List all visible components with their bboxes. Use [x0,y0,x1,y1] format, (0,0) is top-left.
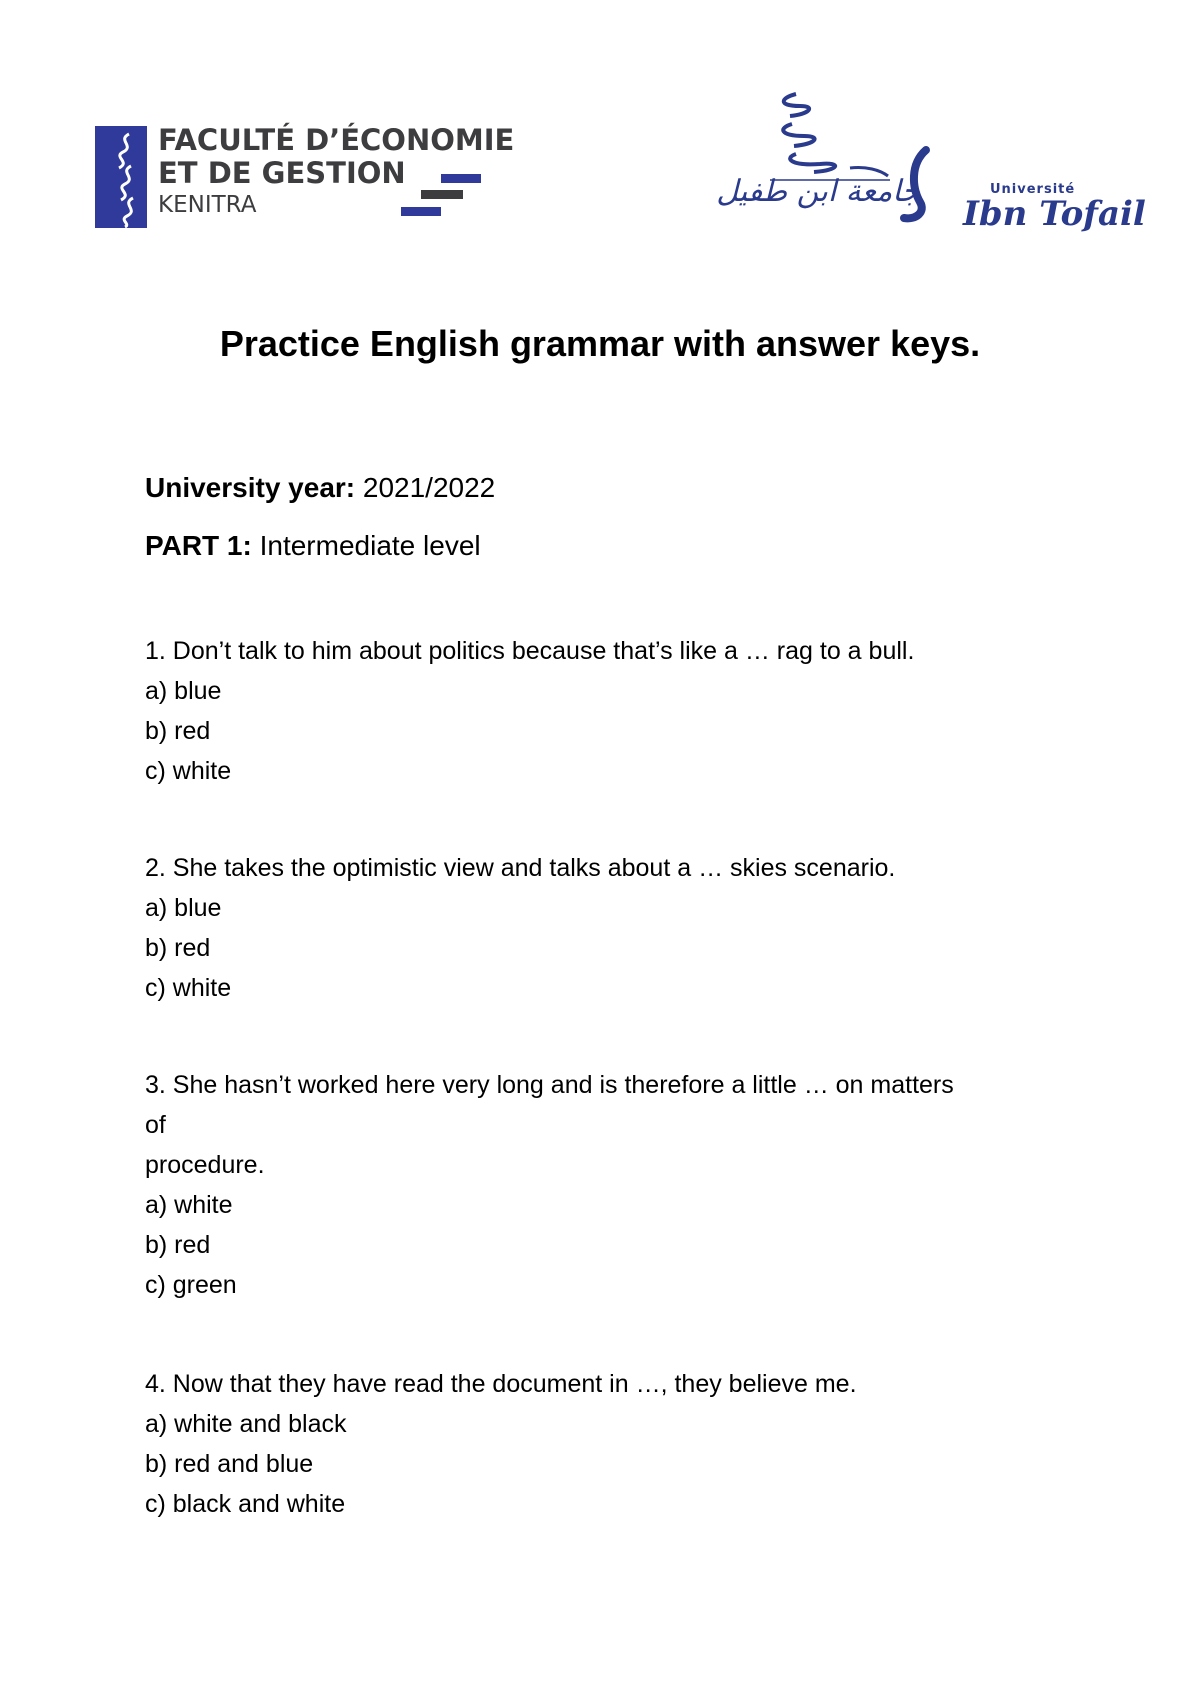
faculty-name-line1: FACULTÉ D’ÉCONOMIE [158,123,515,157]
answer-option-c: c) black and white [145,1490,346,1518]
question-4 [145,1364,1045,1524]
answer-option-b: b) red and blue [145,1450,314,1478]
answer-option-a: a) blue [145,677,222,705]
question-3 [145,1065,1045,1305]
faculty-name-line2: ET DE GESTION [158,156,406,190]
answer-option-c: c) green [145,1271,237,1299]
part-heading [145,528,481,564]
answer-option-c: c) white [145,974,232,1002]
question-text: 1. Don’t talk to him about politics because that’s like a … rag to a bull. [145,637,915,665]
question-text: 4. Now that they have read the document in …, they believe me. [145,1370,857,1398]
university-label: Université [990,182,1076,197]
question-text: 3. She hasn’t worked here very long and is therefore a little … on matters of procedure. [145,1071,954,1179]
university-year-label: University year: [145,472,356,503]
answer-option-c: c) white [145,757,232,785]
university-arabic-name: جامعة ابن طفيل [716,174,920,209]
faculty-logo-bars [401,172,481,220]
university-logo [716,84,1146,234]
university-year-line [145,470,495,506]
document-title: Practice English grammar with answer keys. [219,323,981,364]
faculty-city: KENITRA [158,192,257,218]
part-level: Intermediate level [251,530,481,561]
answer-option-a: a) white [145,1191,233,1219]
part-label: PART 1: [145,530,252,561]
answer-option-b: b) red [145,1231,211,1259]
university-name: Ibn Tofail [963,194,1146,234]
faculty-logo-mark [95,126,147,228]
answer-option-a: a) white and black [145,1410,347,1438]
answer-option-b: b) red [145,934,211,962]
faculty-logo [95,123,515,232]
question-2 [145,848,1045,1008]
answer-option-a: a) blue [145,894,222,922]
answer-option-b: b) red [145,717,211,745]
question-1 [145,631,1045,791]
question-text: 2. She takes the optimistic view and talks about a … skies scenario. [145,854,896,882]
university-year-value: 2021/2022 [355,472,496,503]
